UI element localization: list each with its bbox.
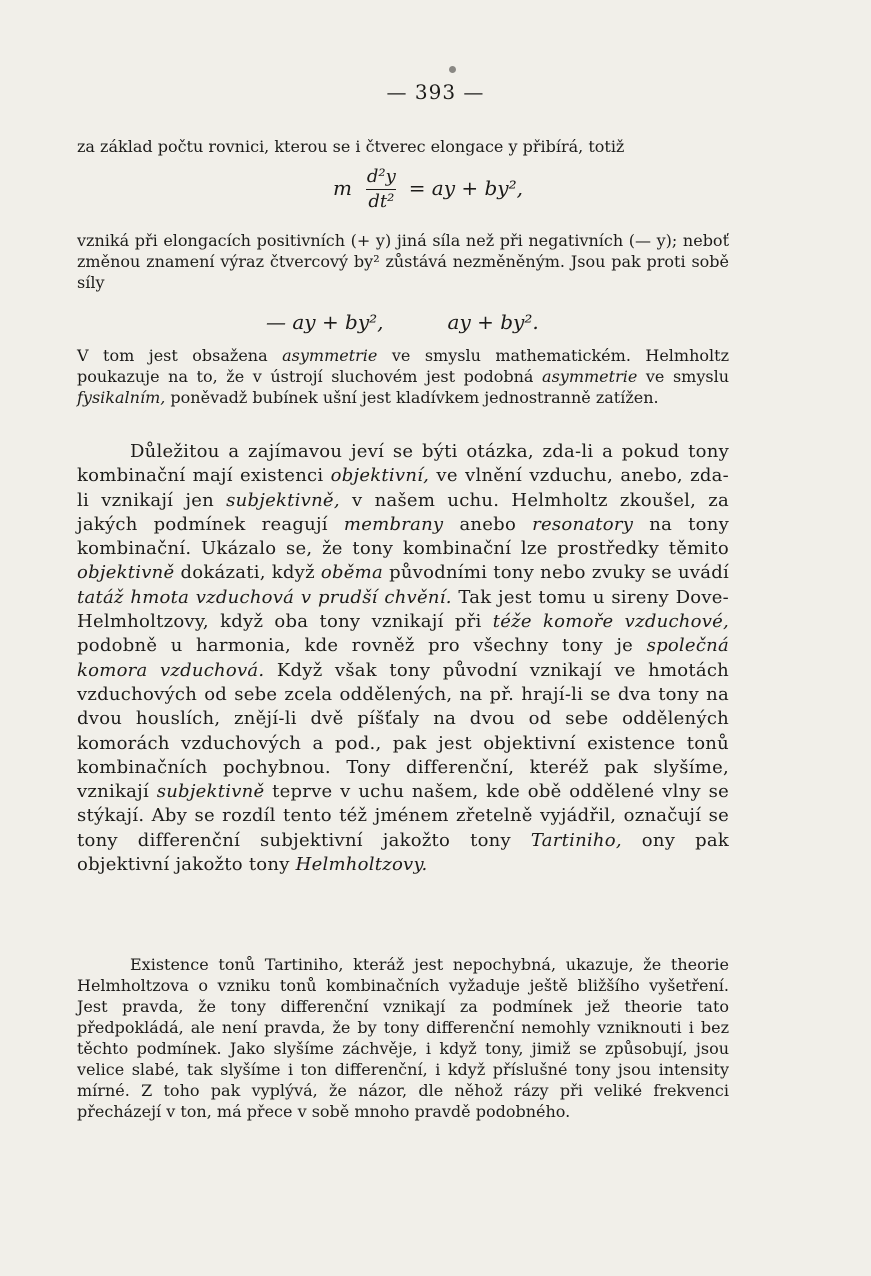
- fraction-bar: [366, 189, 396, 190]
- paragraph-intro: [77, 136, 729, 157]
- text-run: teprve v uchu našem, kde obě oddělené vlny se stýkají. Aby se rozdíl tento též jménem zřetelně vyjádřil, označují se tony differenční subjektivní jakožto tony: [77, 781, 729, 851]
- italic-term: společná komora vzduchová.: [77, 635, 729, 681]
- equation-denominator: dt²: [368, 191, 395, 212]
- italic-term: téže komoře vzduchové,: [492, 611, 729, 633]
- equation-forces: [266, 310, 539, 334]
- italic-term: oběma: [320, 562, 383, 584]
- equation-left: — ay + by²,: [266, 310, 384, 334]
- ink-speck: [449, 66, 456, 73]
- italic-term: membrany: [343, 513, 444, 535]
- equation-right: ay + by².: [447, 310, 539, 334]
- equation-mass: m: [333, 176, 352, 200]
- text-run: na tony kombinační. Ukázalo se, že tony kombinační lze prostředky těmito: [77, 513, 729, 560]
- text-run: poněvadž bubínek ušní jest kladívkem jednostranně zatížen.: [165, 388, 659, 407]
- text-run: ve smyslu: [637, 367, 730, 386]
- italic-term: fysikalním,: [77, 388, 166, 407]
- text-run: v našem uchu. Helmholtz zkoušel, za jakých podmínek reagují: [77, 489, 730, 535]
- italic-term: Helmholtzovy.: [295, 854, 428, 876]
- italic-term: asymmetrie: [542, 367, 638, 386]
- italic-term: Tartiniho,: [530, 829, 622, 851]
- italic-term: subjektivně,: [226, 489, 340, 511]
- text-run: Důležitou a zajímavou jeví se býti otázka, zda-li a pokud tony kombinační mají existenci: [77, 441, 729, 487]
- text-run: ve smyslu mathematickém. Helmholtz poukazuje na to, že v ústrojí sluchovém jest podobná: [77, 346, 729, 386]
- paragraph-text: vzniká při elongacích positivních (+ y) jiná síla než při negativních (— y); neboť změnou znamení výraz čtvercový by² zůstává nezměněným. Jsou pak proti sobě síly: [77, 231, 729, 292]
- italic-term: resonatory: [532, 513, 634, 535]
- italic-term: objektivně: [77, 562, 175, 584]
- paragraph-tartini-note: [77, 954, 729, 1122]
- text-run: ony pak objektivní jakožto tony: [77, 829, 730, 876]
- equation-numerator: d²y: [366, 166, 396, 187]
- italic-term: subjektivně: [156, 781, 265, 803]
- page-number: — 393 —: [386, 80, 485, 104]
- paragraph-forces: [77, 230, 729, 293]
- text-run: Tak jest tomu u sireny Dove-Helmholtzovy, když oba tony vznikají při: [77, 586, 729, 633]
- text-run: anebo: [443, 513, 533, 535]
- paragraph-asymmetry: [77, 345, 729, 408]
- text-run: Když však tony původní vznikají ve hmotách vzduchových od sebe zcela oddělených, na př. hrají-li se dva tony na dvou houslích, znějí-li dvě píšťaly na dvou od sebe oddělených komorách vzduchových a pod., pak jest objektivní existence tonů kombinačních pochybnou. Tony differenční, kteréž pak slyšíme, vznikají: [77, 659, 730, 803]
- equation-fraction: [366, 166, 396, 213]
- text-run: podobně u harmonia, kde rovněž pro všechny tony je: [77, 635, 647, 657]
- italic-term: objektivní,: [330, 465, 430, 487]
- text-run: V tom jest obsažena: [77, 346, 283, 365]
- paragraph-combination-tones: [77, 440, 729, 877]
- paragraph-text: Existence tonů Tartiniho, kteráž jest nepochybná, ukazuje, že theorie Helmholtzova o vzniku tonů kombinačních vyžaduje ještě bližšího vyšetření. Jest pravda, že tony differenční vznikají za podmínek jež theorie tato předpokládá, ale není pravda, že by tony differenční nemohly vzniknouti i bez těchto podmínek. Jako slyšíme záchvěje, i když tony, jimiž se způsobují, jsou velice slabé, tak slyšíme i ton differenční, i když příslušné tony jsou intensity mírné. Z toho pak vyplývá, že názor, dle něhož rázy při veliké frekvenci přecházejí v ton, má přece v sobě mnoho pravdě podobného.: [77, 955, 729, 1121]
- italic-term: asymmetrie: [282, 346, 378, 365]
- text-run: původními tony nebo zvuky se uvádí: [382, 562, 729, 584]
- equation-motion: [333, 166, 523, 213]
- text-run: ve vlnění vzduchu, anebo, zda-li vznikají jen: [77, 465, 729, 511]
- text-run: dokázati, když: [174, 562, 321, 584]
- paragraph-text: za základ počtu rovnici, kterou se i čtverec elongace y přibírá, totiž: [77, 137, 625, 156]
- italic-term: tatáž hmota vzduchová v prudší chvění.: [77, 586, 452, 608]
- equation-rhs: = ay + by²,: [408, 176, 523, 200]
